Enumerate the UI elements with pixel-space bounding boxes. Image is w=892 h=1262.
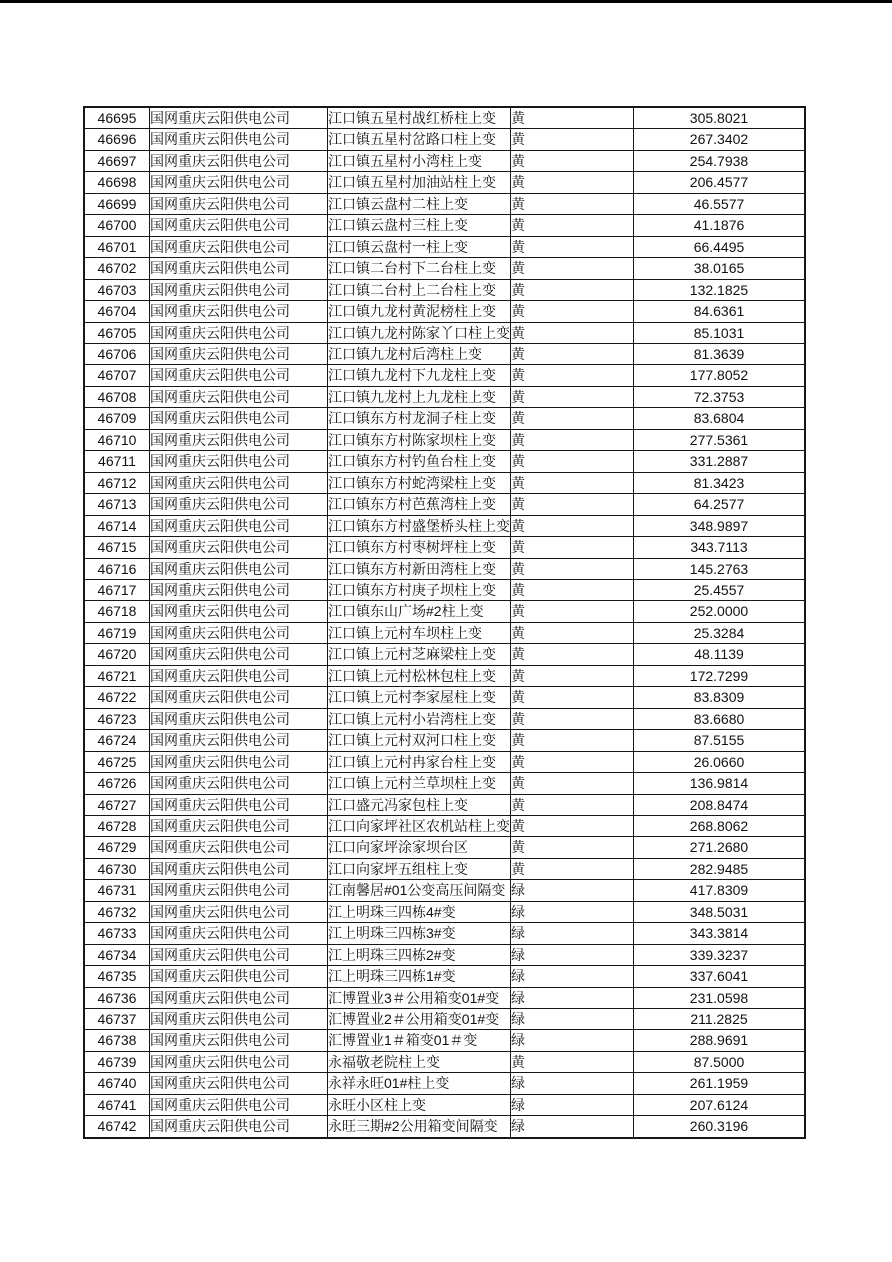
- transformer-name-cell: 江口镇五星村岔路口柱上变: [328, 129, 511, 150]
- value-cell: 343.3814: [634, 923, 806, 944]
- status-cell: 黄: [511, 558, 634, 579]
- company-cell: 国网重庆云阳供电公司: [150, 215, 328, 236]
- status-cell: 黄: [511, 773, 634, 794]
- row-id-cell: 46740: [84, 1073, 150, 1094]
- value-cell: 343.7113: [634, 537, 806, 558]
- status-cell: 黄: [511, 579, 634, 600]
- company-cell: 国网重庆云阳供电公司: [150, 279, 328, 300]
- status-cell: 黄: [511, 665, 634, 686]
- row-id-cell: 46732: [84, 901, 150, 922]
- table-row: [84, 622, 805, 643]
- transformer-name-cell: 江上明珠三四栋3#变: [328, 923, 511, 944]
- company-cell: 国网重庆云阳供电公司: [150, 901, 328, 922]
- table-row: [84, 172, 805, 193]
- value-cell: 81.3423: [634, 472, 806, 493]
- transformer-name-cell: 江口镇九龙村上九龙柱上变: [328, 386, 511, 407]
- table-body: [84, 107, 805, 1138]
- table-row: [84, 665, 805, 686]
- value-cell: 348.5031: [634, 901, 806, 922]
- transformer-name-cell: 江口镇二台村下二台柱上变: [328, 258, 511, 279]
- transformer-name-cell: 江口镇五星村加油站柱上变: [328, 172, 511, 193]
- row-id-cell: 46708: [84, 386, 150, 407]
- status-cell: 黄: [511, 408, 634, 429]
- status-cell: 黄: [511, 622, 634, 643]
- value-cell: 66.4495: [634, 236, 806, 257]
- row-id-cell: 46711: [84, 451, 150, 472]
- table-row: [84, 301, 805, 322]
- transformer-name-cell: 江口向家坪涂家坝台区: [328, 837, 511, 858]
- transformer-name-cell: 江口镇九龙村陈家丫口柱上变: [328, 322, 511, 343]
- transformer-name-cell: 江上明珠三四栋1#变: [328, 966, 511, 987]
- company-cell: 国网重庆云阳供电公司: [150, 451, 328, 472]
- table-row: [84, 494, 805, 515]
- company-cell: 国网重庆云阳供电公司: [150, 601, 328, 622]
- status-cell: 绿: [511, 1094, 634, 1115]
- company-cell: 国网重庆云阳供电公司: [150, 408, 328, 429]
- company-cell: 国网重庆云阳供电公司: [150, 150, 328, 171]
- table-row: [84, 944, 805, 965]
- company-cell: 国网重庆云阳供电公司: [150, 129, 328, 150]
- status-cell: 绿: [511, 1116, 634, 1138]
- table-row: [84, 815, 805, 836]
- value-cell: 83.6804: [634, 408, 806, 429]
- row-id-cell: 46725: [84, 751, 150, 772]
- table-row: [84, 429, 805, 450]
- row-id-cell: 46715: [84, 537, 150, 558]
- row-id-cell: 46705: [84, 322, 150, 343]
- row-id-cell: 46720: [84, 644, 150, 665]
- value-cell: 38.0165: [634, 258, 806, 279]
- status-cell: 黄: [511, 236, 634, 257]
- company-cell: 国网重庆云阳供电公司: [150, 1030, 328, 1051]
- company-cell: 国网重庆云阳供电公司: [150, 794, 328, 815]
- value-cell: 26.0660: [634, 751, 806, 772]
- value-cell: 252.0000: [634, 601, 806, 622]
- value-cell: 261.1959: [634, 1073, 806, 1094]
- company-cell: 国网重庆云阳供电公司: [150, 1009, 328, 1030]
- value-cell: 348.9897: [634, 515, 806, 536]
- table-row: [84, 1094, 805, 1115]
- transformer-name-cell: 江口镇五星村战红桥柱上变: [328, 107, 511, 129]
- row-id-cell: 46741: [84, 1094, 150, 1115]
- company-cell: 国网重庆云阳供电公司: [150, 987, 328, 1008]
- table-row: [84, 773, 805, 794]
- table-row: [84, 901, 805, 922]
- company-cell: 国网重庆云阳供电公司: [150, 880, 328, 901]
- value-cell: 267.3402: [634, 129, 806, 150]
- value-cell: 85.1031: [634, 322, 806, 343]
- row-id-cell: 46729: [84, 837, 150, 858]
- status-cell: 黄: [511, 301, 634, 322]
- value-cell: 211.2825: [634, 1009, 806, 1030]
- row-id-cell: 46719: [84, 622, 150, 643]
- company-cell: 国网重庆云阳供电公司: [150, 258, 328, 279]
- row-id-cell: 46698: [84, 172, 150, 193]
- status-cell: 黄: [511, 129, 634, 150]
- company-cell: 国网重庆云阳供电公司: [150, 1073, 328, 1094]
- status-cell: 黄: [511, 644, 634, 665]
- status-cell: 黄: [511, 1051, 634, 1072]
- table-row: [84, 644, 805, 665]
- transformer-name-cell: 永祥永旺01#柱上变: [328, 1073, 511, 1094]
- value-cell: 136.9814: [634, 773, 806, 794]
- row-id-cell: 46702: [84, 258, 150, 279]
- status-cell: 黄: [511, 601, 634, 622]
- transformer-name-cell: 江上明珠三四栋4#变: [328, 901, 511, 922]
- transformer-name-cell: 永旺三期#2公用箱变间隔变: [328, 1116, 511, 1138]
- company-cell: 国网重庆云阳供电公司: [150, 1094, 328, 1115]
- company-cell: 国网重庆云阳供电公司: [150, 1116, 328, 1138]
- company-cell: 国网重庆云阳供电公司: [150, 622, 328, 643]
- transformer-data-table: [83, 106, 806, 1139]
- value-cell: 331.2887: [634, 451, 806, 472]
- value-cell: 48.1139: [634, 644, 806, 665]
- company-cell: 国网重庆云阳供电公司: [150, 107, 328, 129]
- value-cell: 41.1876: [634, 215, 806, 236]
- row-id-cell: 46701: [84, 236, 150, 257]
- table-row: [84, 365, 805, 386]
- row-id-cell: 46704: [84, 301, 150, 322]
- status-cell: 黄: [511, 193, 634, 214]
- row-id-cell: 46737: [84, 1009, 150, 1030]
- transformer-name-cell: 江口镇东方村枣树坪柱上变: [328, 537, 511, 558]
- transformer-name-cell: 江口镇东方村新田湾柱上变: [328, 558, 511, 579]
- table-row: [84, 751, 805, 772]
- value-cell: 417.8309: [634, 880, 806, 901]
- transformer-name-cell: 江口镇九龙村下九龙柱上变: [328, 365, 511, 386]
- status-cell: 黄: [511, 365, 634, 386]
- top-edge-bar: [0, 0, 892, 3]
- status-cell: 绿: [511, 944, 634, 965]
- table-row: [84, 258, 805, 279]
- status-cell: 黄: [511, 386, 634, 407]
- company-cell: 国网重庆云阳供电公司: [150, 558, 328, 579]
- row-id-cell: 46714: [84, 515, 150, 536]
- value-cell: 288.9691: [634, 1030, 806, 1051]
- table-row: [84, 601, 805, 622]
- status-cell: 黄: [511, 279, 634, 300]
- table-row: [84, 215, 805, 236]
- status-cell: 黄: [511, 708, 634, 729]
- row-id-cell: 46697: [84, 150, 150, 171]
- table-row: [84, 150, 805, 171]
- status-cell: 绿: [511, 901, 634, 922]
- value-cell: 271.2680: [634, 837, 806, 858]
- status-cell: 黄: [511, 150, 634, 171]
- row-id-cell: 46738: [84, 1030, 150, 1051]
- transformer-name-cell: 江口镇上元村李家屋柱上变: [328, 687, 511, 708]
- value-cell: 206.4577: [634, 172, 806, 193]
- status-cell: 绿: [511, 1073, 634, 1094]
- table-row: [84, 923, 805, 944]
- table-row: [84, 837, 805, 858]
- table-row: [84, 343, 805, 364]
- company-cell: 国网重庆云阳供电公司: [150, 301, 328, 322]
- transformer-name-cell: 江口镇二台村上二台柱上变: [328, 279, 511, 300]
- transformer-name-cell: 江口向家坪五组柱上变: [328, 858, 511, 879]
- status-cell: 黄: [511, 730, 634, 751]
- company-cell: 国网重庆云阳供电公司: [150, 494, 328, 515]
- transformer-name-cell: 江口镇东山广场#2柱上变: [328, 601, 511, 622]
- table-row: [84, 107, 805, 129]
- row-id-cell: 46718: [84, 601, 150, 622]
- row-id-cell: 46733: [84, 923, 150, 944]
- row-id-cell: 46716: [84, 558, 150, 579]
- company-cell: 国网重庆云阳供电公司: [150, 537, 328, 558]
- company-cell: 国网重庆云阳供电公司: [150, 322, 328, 343]
- status-cell: 黄: [511, 687, 634, 708]
- table-row: [84, 1051, 805, 1072]
- status-cell: 黄: [511, 858, 634, 879]
- row-id-cell: 46699: [84, 193, 150, 214]
- company-cell: 国网重庆云阳供电公司: [150, 751, 328, 772]
- row-id-cell: 46721: [84, 665, 150, 686]
- company-cell: 国网重庆云阳供电公司: [150, 944, 328, 965]
- status-cell: 绿: [511, 1030, 634, 1051]
- company-cell: 国网重庆云阳供电公司: [150, 472, 328, 493]
- transformer-name-cell: 江口镇上元村芝麻梁柱上变: [328, 644, 511, 665]
- value-cell: 277.5361: [634, 429, 806, 450]
- status-cell: 黄: [511, 537, 634, 558]
- transformer-name-cell: 汇博置业2＃公用箱变01#变: [328, 1009, 511, 1030]
- transformer-name-cell: 江口镇九龙村后湾柱上变: [328, 343, 511, 364]
- company-cell: 国网重庆云阳供电公司: [150, 815, 328, 836]
- value-cell: 46.5577: [634, 193, 806, 214]
- table-row: [84, 472, 805, 493]
- company-cell: 国网重庆云阳供电公司: [150, 923, 328, 944]
- table-row: [84, 386, 805, 407]
- transformer-name-cell: 永旺小区柱上变: [328, 1094, 511, 1115]
- row-id-cell: 46713: [84, 494, 150, 515]
- transformer-name-cell: 江口镇上元村车坝柱上变: [328, 622, 511, 643]
- transformer-name-cell: 江口盛元冯家包柱上变: [328, 794, 511, 815]
- transformer-name-cell: 江口镇上元村兰草坝柱上变: [328, 773, 511, 794]
- value-cell: 83.6680: [634, 708, 806, 729]
- company-cell: 国网重庆云阳供电公司: [150, 665, 328, 686]
- status-cell: 黄: [511, 258, 634, 279]
- table-row: [84, 1073, 805, 1094]
- value-cell: 177.8052: [634, 365, 806, 386]
- status-cell: 黄: [511, 837, 634, 858]
- value-cell: 305.8021: [634, 107, 806, 129]
- company-cell: 国网重庆云阳供电公司: [150, 687, 328, 708]
- value-cell: 145.2763: [634, 558, 806, 579]
- value-cell: 72.3753: [634, 386, 806, 407]
- table-row: [84, 193, 805, 214]
- status-cell: 黄: [511, 794, 634, 815]
- transformer-name-cell: 汇博置业3＃公用箱变01#变: [328, 987, 511, 1008]
- status-cell: 黄: [511, 515, 634, 536]
- status-cell: 黄: [511, 429, 634, 450]
- company-cell: 国网重庆云阳供电公司: [150, 193, 328, 214]
- table-row: [84, 880, 805, 901]
- value-cell: 81.3639: [634, 343, 806, 364]
- transformer-name-cell: 江口镇东方村盛堡桥头柱上变: [328, 515, 511, 536]
- table-row: [84, 730, 805, 751]
- row-id-cell: 46709: [84, 408, 150, 429]
- value-cell: 132.1825: [634, 279, 806, 300]
- company-cell: 国网重庆云阳供电公司: [150, 1051, 328, 1072]
- transformer-name-cell: 江口镇东方村钓鱼台柱上变: [328, 451, 511, 472]
- transformer-name-cell: 江口镇东方村芭蕉湾柱上变: [328, 494, 511, 515]
- company-cell: 国网重庆云阳供电公司: [150, 236, 328, 257]
- value-cell: 64.2577: [634, 494, 806, 515]
- transformer-name-cell: 江口镇云盘村二柱上变: [328, 193, 511, 214]
- row-id-cell: 46739: [84, 1051, 150, 1072]
- transformer-name-cell: 江口镇上元村冉家台柱上变: [328, 751, 511, 772]
- value-cell: 208.8474: [634, 794, 806, 815]
- transformer-name-cell: 江口向家坪社区农机站柱上变: [328, 815, 511, 836]
- value-cell: 268.8062: [634, 815, 806, 836]
- status-cell: 黄: [511, 322, 634, 343]
- row-id-cell: 46717: [84, 579, 150, 600]
- table-row: [84, 322, 805, 343]
- status-cell: 黄: [511, 472, 634, 493]
- row-id-cell: 46724: [84, 730, 150, 751]
- value-cell: 87.5000: [634, 1051, 806, 1072]
- transformer-name-cell: 江口镇上元村小岩湾柱上变: [328, 708, 511, 729]
- value-cell: 25.3284: [634, 622, 806, 643]
- company-cell: 国网重庆云阳供电公司: [150, 172, 328, 193]
- status-cell: 黄: [511, 451, 634, 472]
- table-row: [84, 858, 805, 879]
- status-cell: 绿: [511, 987, 634, 1008]
- table-row: [84, 987, 805, 1008]
- row-id-cell: 46712: [84, 472, 150, 493]
- transformer-name-cell: 江口镇东方村蛇湾梁柱上变: [328, 472, 511, 493]
- company-cell: 国网重庆云阳供电公司: [150, 365, 328, 386]
- transformer-name-cell: 江口镇九龙村黄泥榜柱上变: [328, 301, 511, 322]
- transformer-name-cell: 江口镇五星村小湾柱上变: [328, 150, 511, 171]
- table-row: [84, 966, 805, 987]
- table-row: [84, 1009, 805, 1030]
- table-row: [84, 451, 805, 472]
- table-row: [84, 408, 805, 429]
- transformer-name-cell: 江上明珠三四栋2#变: [328, 944, 511, 965]
- company-cell: 国网重庆云阳供电公司: [150, 515, 328, 536]
- table-row: [84, 279, 805, 300]
- value-cell: 84.6361: [634, 301, 806, 322]
- value-cell: 83.8309: [634, 687, 806, 708]
- row-id-cell: 46722: [84, 687, 150, 708]
- transformer-name-cell: 江南馨居#01公变高压间隔变: [328, 880, 511, 901]
- transformer-name-cell: 江口镇上元村松林包柱上变: [328, 665, 511, 686]
- company-cell: 国网重庆云阳供电公司: [150, 966, 328, 987]
- row-id-cell: 46726: [84, 773, 150, 794]
- table-row: [84, 558, 805, 579]
- row-id-cell: 46703: [84, 279, 150, 300]
- status-cell: 黄: [511, 343, 634, 364]
- row-id-cell: 46736: [84, 987, 150, 1008]
- transformer-name-cell: 江口镇云盘村三柱上变: [328, 215, 511, 236]
- value-cell: 87.5155: [634, 730, 806, 751]
- row-id-cell: 46706: [84, 343, 150, 364]
- status-cell: 黄: [511, 751, 634, 772]
- company-cell: 国网重庆云阳供电公司: [150, 343, 328, 364]
- transformer-name-cell: 江口镇东方村庚子坝柱上变: [328, 579, 511, 600]
- transformer-name-cell: 汇博置业1＃箱变01＃变: [328, 1030, 511, 1051]
- company-cell: 国网重庆云阳供电公司: [150, 730, 328, 751]
- row-id-cell: 46710: [84, 429, 150, 450]
- row-id-cell: 46728: [84, 815, 150, 836]
- transformer-name-cell: 永福敬老院柱上变: [328, 1051, 511, 1072]
- company-cell: 国网重庆云阳供电公司: [150, 773, 328, 794]
- row-id-cell: 46723: [84, 708, 150, 729]
- value-cell: 231.0598: [634, 987, 806, 1008]
- value-cell: 337.6041: [634, 966, 806, 987]
- status-cell: 绿: [511, 1009, 634, 1030]
- company-cell: 国网重庆云阳供电公司: [150, 858, 328, 879]
- table-row: [84, 579, 805, 600]
- status-cell: 黄: [511, 107, 634, 129]
- value-cell: 172.7299: [634, 665, 806, 686]
- row-id-cell: 46696: [84, 129, 150, 150]
- table-row: [84, 515, 805, 536]
- table-row: [84, 687, 805, 708]
- transformer-name-cell: 江口镇东方村陈家坝柱上变: [328, 429, 511, 450]
- company-cell: 国网重庆云阳供电公司: [150, 429, 328, 450]
- value-cell: 339.3237: [634, 944, 806, 965]
- transformer-name-cell: 江口镇云盘村一柱上变: [328, 236, 511, 257]
- company-cell: 国网重庆云阳供电公司: [150, 579, 328, 600]
- status-cell: 绿: [511, 923, 634, 944]
- company-cell: 国网重庆云阳供电公司: [150, 644, 328, 665]
- table-row: [84, 537, 805, 558]
- table-row: [84, 1030, 805, 1051]
- table-row: [84, 236, 805, 257]
- company-cell: 国网重庆云阳供电公司: [150, 708, 328, 729]
- row-id-cell: 46742: [84, 1116, 150, 1138]
- status-cell: 黄: [511, 494, 634, 515]
- status-cell: 绿: [511, 880, 634, 901]
- status-cell: 绿: [511, 966, 634, 987]
- row-id-cell: 46734: [84, 944, 150, 965]
- value-cell: 282.9485: [634, 858, 806, 879]
- row-id-cell: 46695: [84, 107, 150, 129]
- row-id-cell: 46727: [84, 794, 150, 815]
- transformer-name-cell: 江口镇上元村双河口柱上变: [328, 730, 511, 751]
- table-row: [84, 1116, 805, 1138]
- company-cell: 国网重庆云阳供电公司: [150, 386, 328, 407]
- table-row: [84, 708, 805, 729]
- row-id-cell: 46731: [84, 880, 150, 901]
- row-id-cell: 46730: [84, 858, 150, 879]
- row-id-cell: 46735: [84, 966, 150, 987]
- status-cell: 黄: [511, 815, 634, 836]
- row-id-cell: 46707: [84, 365, 150, 386]
- status-cell: 黄: [511, 215, 634, 236]
- company-cell: 国网重庆云阳供电公司: [150, 837, 328, 858]
- value-cell: 25.4557: [634, 579, 806, 600]
- table-row: [84, 794, 805, 815]
- table-row: [84, 129, 805, 150]
- row-id-cell: 46700: [84, 215, 150, 236]
- transformer-name-cell: 江口镇东方村龙洞子柱上变: [328, 408, 511, 429]
- status-cell: 黄: [511, 172, 634, 193]
- value-cell: 207.6124: [634, 1094, 806, 1115]
- value-cell: 254.7938: [634, 150, 806, 171]
- value-cell: 260.3196: [634, 1116, 806, 1138]
